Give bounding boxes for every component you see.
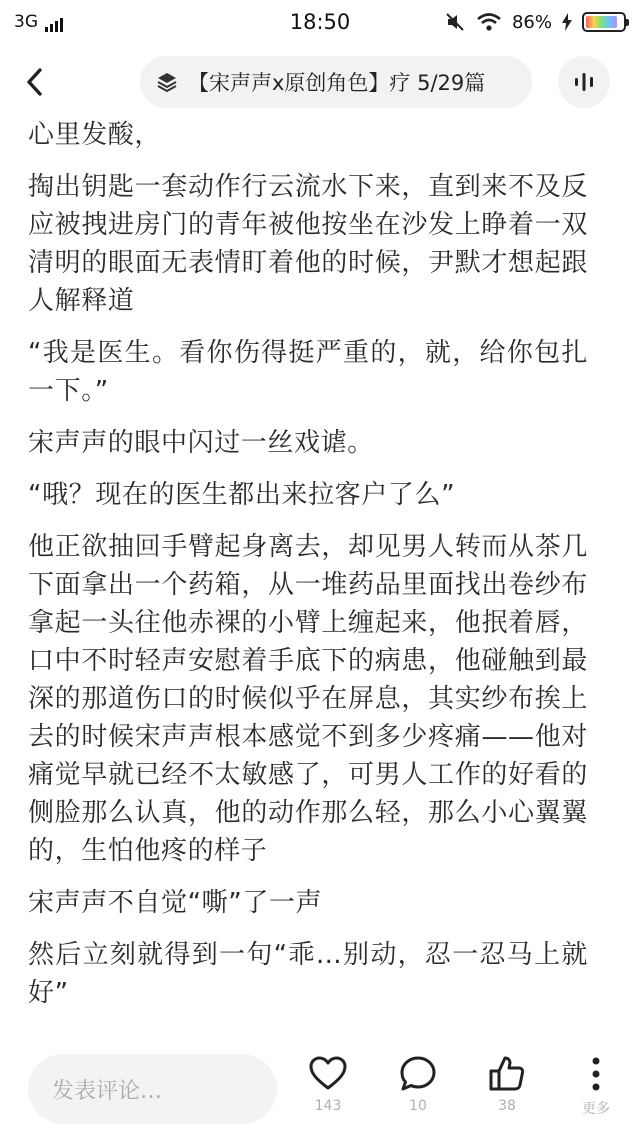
heart-icon	[308, 1054, 348, 1094]
audio-button[interactable]	[558, 56, 610, 108]
network-type: 3G	[14, 12, 38, 32]
layers-icon	[156, 71, 178, 93]
more-button[interactable]	[561, 1054, 631, 1118]
paragraph: 宋声声的眼中闪过一丝戏谑。	[28, 428, 374, 458]
paragraph: 他正欲抽回手臂起身离去，却见男人转而从茶几下面拿出一个药箱，从一堆药品里面找出卷纱布拿起一头往他赤裸的小臂上缠起来，他抿着唇，口中不时轻声安慰着手底下的病患，他碰触到最深的那道伤口的时候似乎在屏息，其实纱布挨上去的时候宋声声根本感觉不到多少疼痛——他对痛觉早就已经不太敏感了，可男人工作的好看的侧脸那么认真，他的动作那么轻，那么小心翼翼的，生怕他疼的样子	[28, 532, 588, 866]
status-icons	[444, 11, 626, 33]
article-body	[0, 116, 640, 1038]
bottom-bar	[0, 1040, 640, 1138]
wifi-icon	[476, 12, 502, 32]
more-vertical-icon	[576, 1054, 616, 1094]
chevron-left-icon	[20, 64, 52, 100]
battery-icon	[582, 12, 626, 32]
comment-input[interactable]	[28, 1054, 277, 1124]
chapter-title: 【宋声声x原创角色】疗 5/29篇	[188, 71, 486, 95]
paragraph: “哦？现在的医生都出来拉客户了么”	[28, 480, 456, 510]
back-button[interactable]	[20, 64, 52, 100]
audio-wave-icon	[572, 70, 596, 94]
charging-icon	[562, 13, 572, 31]
comment-bubble-icon	[398, 1054, 438, 1094]
battery-percent: 86%	[511, 11, 552, 33]
paragraph: 宋声声不自觉“嘶”了一声	[28, 888, 323, 918]
paragraph: 然后立刻就得到一句“乖…别动，忍一忍马上就好”	[28, 940, 588, 1008]
nav-bar	[0, 50, 640, 114]
paragraph: “我是医生。看你伤得挺严重的，就，给你包扎一下。”	[28, 338, 588, 406]
comment-button[interactable]	[383, 1054, 453, 1114]
status-bar	[0, 0, 640, 44]
thumbs-up-icon	[487, 1054, 527, 1094]
like-count: 143	[314, 1098, 342, 1114]
like-button[interactable]	[293, 1054, 363, 1114]
more-label: 更多	[582, 1101, 610, 1117]
mute-icon	[444, 11, 466, 33]
thumbs-up-count: 38	[498, 1098, 516, 1114]
comment-placeholder: 发表评论…	[52, 1078, 163, 1104]
thumbs-up-button[interactable]	[472, 1054, 542, 1114]
battery-level	[586, 16, 617, 28]
chapter-selector[interactable]	[140, 56, 532, 108]
comment-count: 10	[409, 1098, 427, 1114]
paragraph: 掏出钥匙一套动作行云流水下来，直到来不及反应被拽进房门的青年被他按坐在沙发上睁着一双清明的眼面无表情盯着他的时候，尹默才想起跟人解释道	[28, 172, 588, 316]
clock: 18:50	[289, 10, 351, 34]
paragraph: 心里发酸，	[28, 120, 162, 150]
